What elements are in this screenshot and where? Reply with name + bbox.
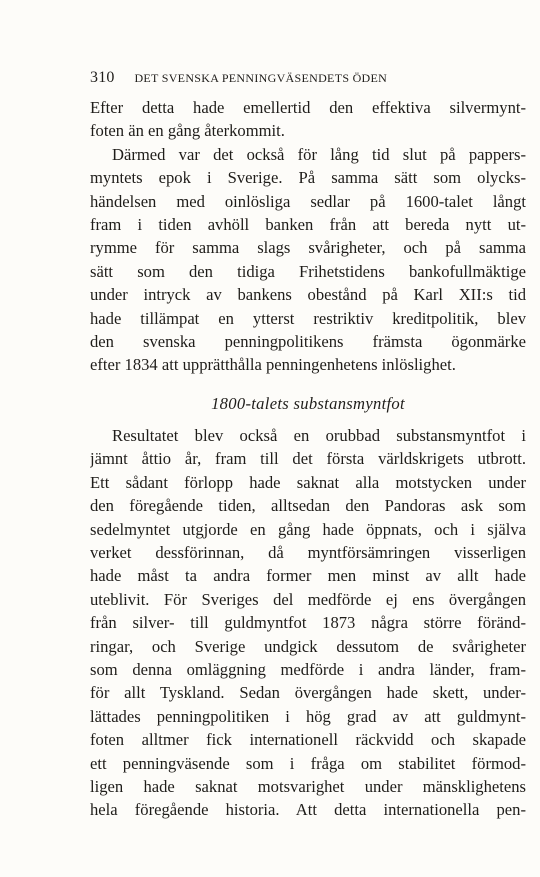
text-line: myntets epok i Sverige. På samma sätt som olycks- [90, 168, 526, 188]
section-heading: 1800-talets substansmyntfot [211, 393, 405, 413]
text-line: Efter detta hade emellertid den effektiva silvermynt- [90, 98, 526, 117]
running-title: DET SVENSKA PENNINGVÄSENDETS ÖDEN [134, 71, 388, 85]
spacer [90, 377, 526, 392]
text-line: ett penningväsende som i fråga om stabilitet förmod- [90, 753, 526, 773]
text-line: efter 1834 att upprätthålla penningenhetens inlöslighet. [90, 355, 456, 375]
body-text [90, 96, 526, 822]
text-line: foten alltmer fick internationell räckvidd och skapade [90, 730, 526, 750]
text-line: hade tillämpat en ytterst restriktiv kreditpolitik, blev [90, 308, 526, 328]
text-line: för allt Tyskland. Sedan övergången hade skett, under- [90, 683, 526, 703]
text-line: som denna omläggning medförde i andra länder, fram- [90, 659, 526, 679]
text-line: den föregående tiden, alltsedan den Pandoras ask som [90, 496, 526, 516]
text-line: uteblivit. För Sveriges del medförde ej ens övergången [90, 589, 526, 609]
text-line: Ett sådant förlopp hade saknat alla motstycken under [90, 472, 526, 492]
text-line: från silver- till guldmyntfot 1873 några större föränd- [90, 613, 526, 633]
spacer [90, 415, 526, 424]
text-line: under intryck av bankens obestånd på Karl XII:s tid [90, 285, 526, 305]
page-header [90, 69, 462, 87]
text-line: foten än en gång återkommit. [90, 121, 285, 141]
text-line: verket dessförinnan, då myntförsämringen visserligen [90, 543, 526, 563]
text-line: rymme för samma slags svårigheter, och på samma [90, 238, 526, 258]
text-line: Därmed var det också för lång tid slut på pappers- [112, 144, 526, 164]
text-line: hade måst ta andra former men minst av allt hade [90, 566, 526, 586]
text-line: ligen hade saknat motsvarighet under mänsklighetens [90, 776, 526, 796]
text-line: hela föregående historia. Att detta internationella pen- [90, 800, 526, 820]
page-number: 310 [90, 69, 115, 86]
text-line: sätt som den tidiga Frihetstidens bankofullmäktige [90, 261, 526, 281]
text-line: lättades penningpolitiken i hög grad av att guldmynt- [90, 706, 526, 726]
text-line: fram i tiden avhöll banken från att bereda nytt ut- [90, 214, 526, 234]
text-line: den svenska penningpolitikens främsta ögonmärke [90, 331, 526, 351]
text-line: jämnt åttio år, fram till det första världskrigets utbrott. [90, 449, 526, 469]
text-line: ringar, och Sverige undgick dessutom de svårigheter [90, 636, 526, 656]
text-line: Resultatet blev också en orubbad substansmyntfot i [112, 426, 526, 446]
text-line: sedelmyntet utgjorde en gång hade öppnats, och i själva [90, 519, 526, 539]
text-line: händelsen med oinlösliga sedlar på 1600-talet långt [90, 191, 526, 211]
